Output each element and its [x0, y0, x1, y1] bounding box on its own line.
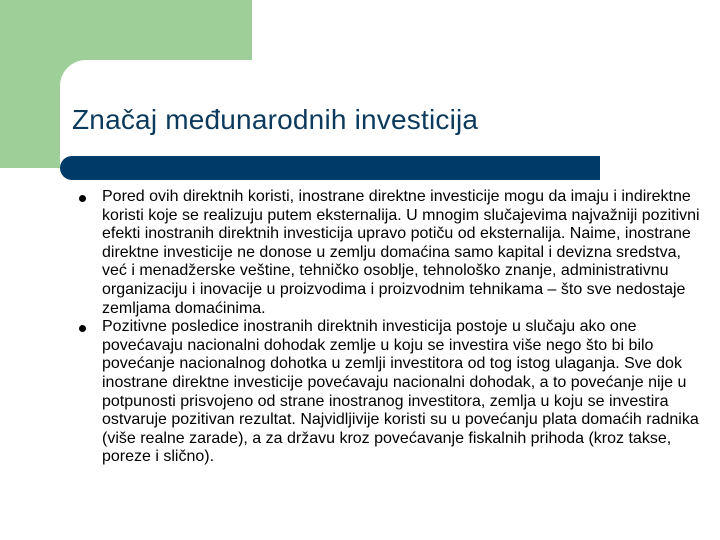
bullet-list — [80, 188, 710, 467]
bullet-text: Pozitivne posledice inostranih direktnih investicija postoje u slučaju ako one povećavaju nacionalni dohodak zemlje u koju se investira više nego što bi bilo povećanje nacionalnog dohotka u zemlji investitora od tog istog ulaganja. Sve dok inostrane direktne investicije povećavaju nacionalni dohodak, a to povećanje nije u potpunosti prisvojeno od strane inostranog investitora, zemlja u koju se investira ostvaruje pozitivan rezultat. Najvidljivije koristi su u povećanju plata domaćih radnika (više realne zarade), a za državu kroz povećavanje fiskalnih prihoda (kroz takse, poreze i slično). — [102, 318, 699, 466]
bullet-item — [80, 188, 710, 318]
slide-title: Značaj međunarodnih investicija — [72, 104, 479, 135]
bullet-item — [80, 318, 710, 467]
bullet-text: Pored ovih direktnih koristi, inostrane direktne investicije mogu da imaju i indirektne koristi koje se realizuju putem eksternalija. U mnogim slučajevima najvažniji pozitivni efekti inostranih direktnih investicija upravo potiču od eksternalija. Naime, inostrane direktne investicije ne donose u zemlju domaćina samo kapital i devizna sredstva, već i menadžerske veštine, tehničko osoblje, tehnološko znanje, administrativnu organizaciju i inovacije u proizvodima i proizvodnim tehnikama – što sve nedostaje zemljama domaćinima. — [102, 188, 700, 317]
bullet-dot-icon — [79, 325, 86, 332]
title-underline-bar — [60, 156, 600, 180]
bullet-dot-icon — [79, 195, 86, 202]
